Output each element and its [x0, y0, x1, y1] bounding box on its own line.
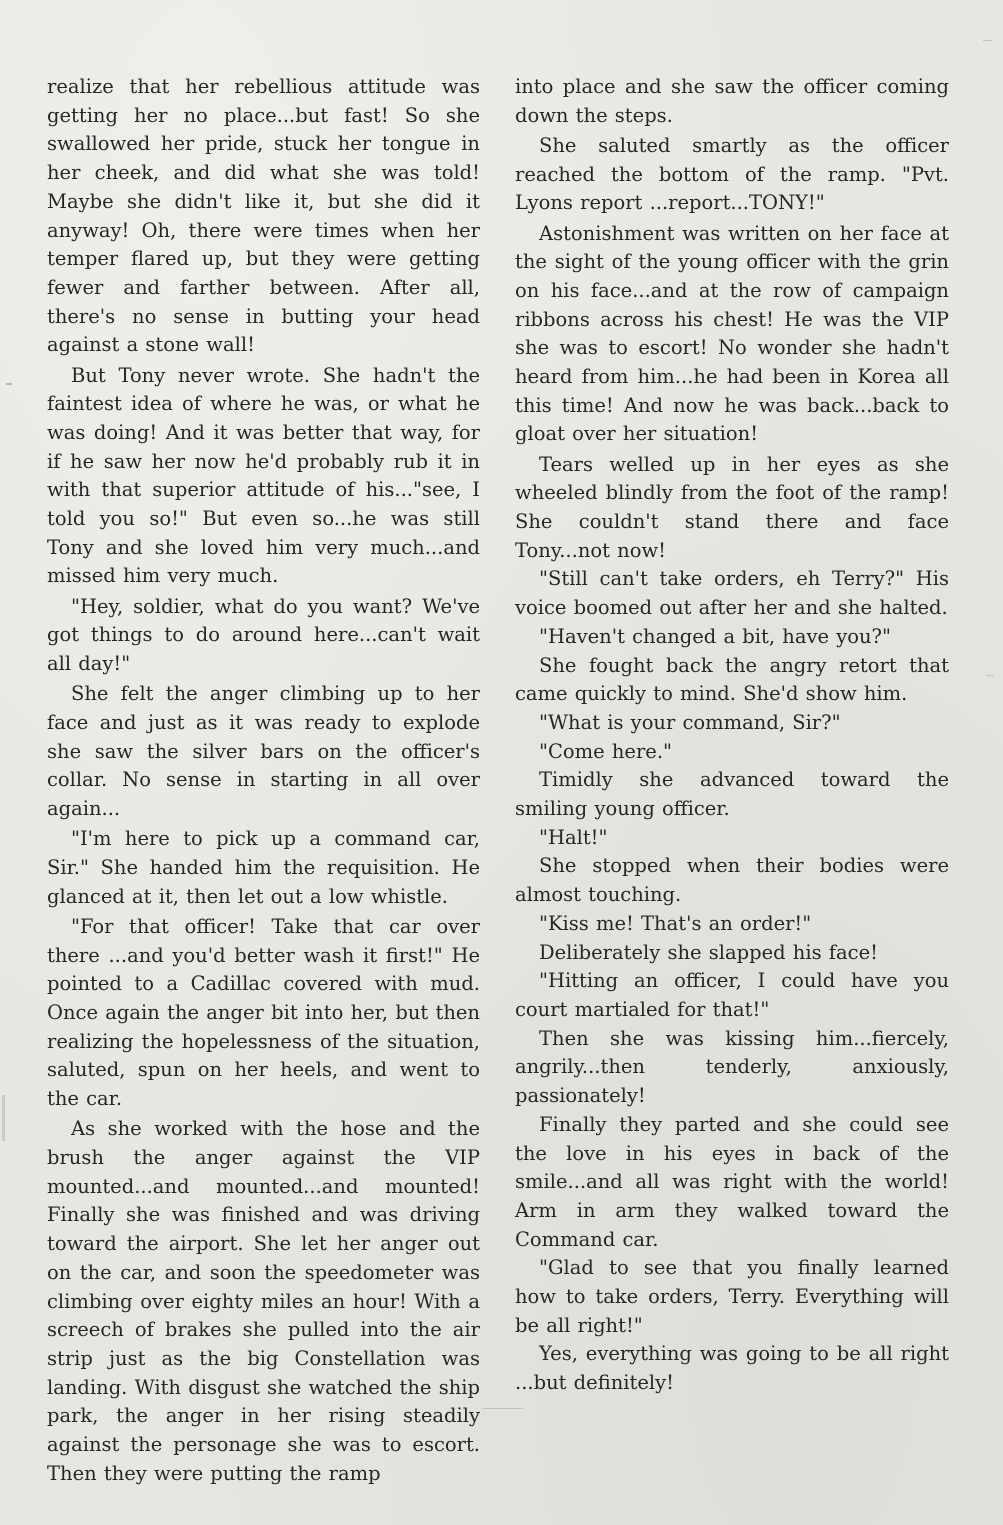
paragraph: "Haven't changed a bit, have you?" [539, 624, 891, 648]
paragraph: She felt the anger climbing up to her face and just as it was ready to explode she saw the silver bars on the officer's collar. No sense in starting in all over again... [47, 682, 480, 821]
right-text-column [515, 73, 949, 1398]
paragraph: Tears welled up in her eyes as she wheeled blindly from the foot of the ramp! She couldn't stand there and face Tony...not now! [515, 452, 949, 562]
paragraph: Deliberately she slapped his face! [539, 940, 878, 964]
paragraph: She stopped when their bodies were almost touching. [515, 854, 949, 907]
paragraph: "For that officer! Take that car over there ...and you'd better wash it first!" He pointed to a Cadillac covered with mud. Once again the anger bit into her, but then realizing the hopelessness of the situation, saluted, spun on her heels, and went to the car. [47, 914, 480, 1111]
paragraph: "What is your command, Sir?" [539, 710, 841, 734]
paragraph: She saluted smartly as the officer reached the bottom of the ramp. "Pvt. Lyons report ...report...TONY!" [515, 133, 949, 215]
paragraph: Then she was kissing him...fiercely, angrily...then tenderly, anxiously, passionately! [515, 1026, 949, 1108]
paragraph: "Halt!" [539, 825, 608, 849]
paragraph: Timidly she advanced toward the smiling young officer. [515, 768, 949, 821]
paragraph: Finally they parted and she could see the love in his eyes in back of the smile...and all was right with the world! Arm in arm they walked toward the Command car. [515, 1112, 949, 1251]
paper-speck [986, 675, 994, 676]
paragraph: But Tony never wrote. She hadn't the faintest idea of where he was, or what he was doing! And it was better that way, for if he saw her now he'd probably rub it in with that superior attitude of his..."see, I told you so!" But even so...he was still Tony and she loved him very much...and missed him very much. [47, 363, 480, 588]
paragraph: "Glad to see that you finally learned how to take orders, Terry. Everything will be all right!" [515, 1256, 949, 1337]
paper-speck [6, 383, 12, 385]
paragraph: "Hey, soldier, what do you want? We've got things to do around here...can't wait all day!" [47, 594, 480, 676]
paragraph: "Kiss me! That's an order!" [539, 911, 812, 935]
paper-speck [2, 1095, 5, 1141]
paragraph: realize that her rebellious attitude was getting her no place...but fast! So she swallowed her pride, stuck her tongue in her cheek, and did what she was told! Maybe she didn't like it, but she did it anyway! Oh, there were times when her temper flared up, but they were getting fewer and farther between. After all, there's no sense in butting your head against a stone wall! [47, 75, 480, 357]
paper-speck [483, 1408, 523, 1409]
paragraph: As she worked with the hose and the brush the anger against the VIP mounted...and mounted...and mounted! Finally she was finished and was driving toward the airport. She let her anger out on the car, and soon the speedometer was climbing over eighty miles an hour! With a screech of brakes she pulled into the air strip just as the big Constellation was landing. With disgust she watched the ship park, the anger in her rising steadily against the personage she was to escort. Then they were putting the ramp [47, 1117, 480, 1485]
paragraph: "Hitting an officer, I could have you court martialed for that!" [515, 969, 949, 1021]
paragraph: "Still can't take orders, eh Terry?" His voice boomed out after her and she halted. [515, 567, 949, 620]
paragraph: She fought back the angry retort that came quickly to mind. She'd show him. [515, 653, 949, 706]
paragraph: Yes, everything was going to be all right ...but definitely! [515, 1342, 949, 1395]
paragraph: "I'm here to pick up a command car, Sir." She handed him the requisition. He glanced at it, then let out a low whistle. [47, 827, 480, 908]
paragraph: Astonishment was written on her face at the sight of the young officer with the grin on his face...and at the row of campaign ribbons across his chest! He was the VIP she was to escort! No wonder she hadn't heard from him...he had been in Korea all this time! And now he was back...back to gloat over her situation! [515, 221, 949, 446]
paragraph: "Come here." [539, 739, 672, 763]
paragraph: into place and she saw the officer coming down the steps. [515, 75, 949, 127]
paper-speck [983, 40, 992, 41]
left-text-column [47, 73, 480, 1488]
